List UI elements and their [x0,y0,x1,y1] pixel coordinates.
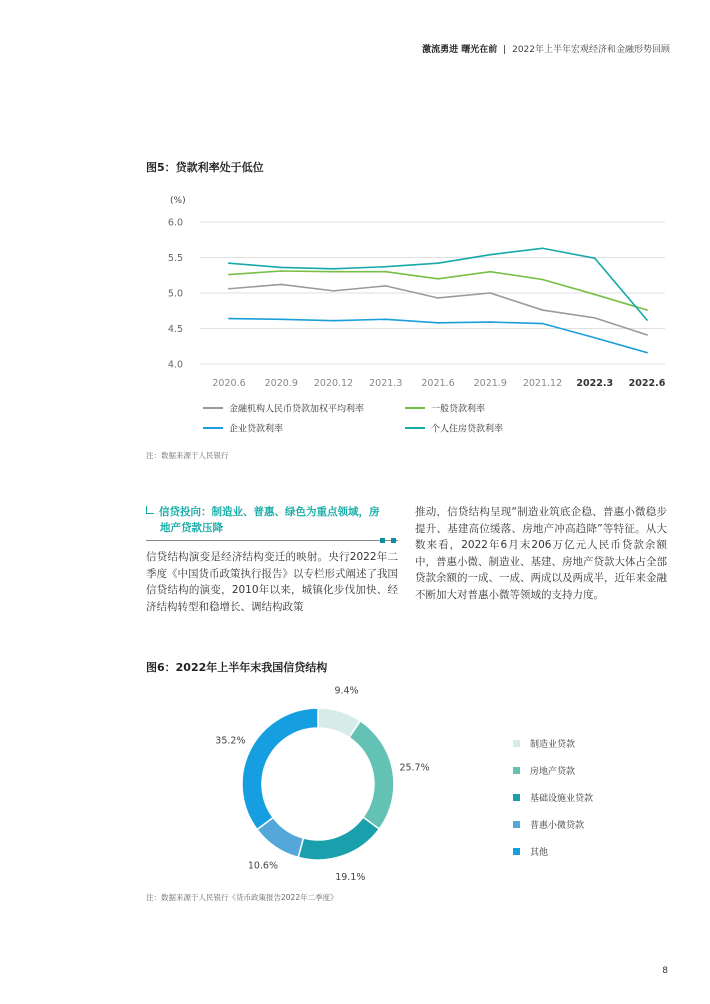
figure6-title: 图6：2022年上半年末我国信贷结构 [146,661,328,674]
legend-swatch [513,794,520,801]
data-point [333,320,335,322]
slice-label: 35.2% [215,735,246,747]
y-tick-label: 4.5 [167,324,183,335]
legend-swatch [513,740,520,747]
legend-label: 房地产贷款 [530,767,576,777]
data-point [385,285,387,287]
legend-label: 金融机构人民币贷款加权平均利率 [229,404,365,415]
legend-label: 个人住房贷款利率 [431,424,504,435]
data-point [280,284,282,286]
y-tick-label: 5.0 [167,288,183,300]
legend-label: 其他 [530,848,549,858]
figure5-note: 注：数据来源于人民银行 [146,451,229,460]
legend-label: 制造业贷款 [530,740,576,750]
x-tick-label: 2020.6 [212,378,246,389]
data-point [542,309,544,311]
data-point [280,267,282,269]
section-title-line1: 信贷投向：制造业、普惠、绿色为重点领域，房 [159,506,380,518]
line-chart [0,0,710,440]
body-paragraph-left: 信贷结构演变是经济结构变迁的映射。央行2022年二季度《中国货币政策执行报告》以专栏形式阐述了我国信贷结构的演变，2010年以来，城镇化步伐加快、经济结构转型和稳增长、调结构政策 [146,551,398,613]
slice-label: 19.1% [335,872,366,880]
y-tick-label: 6.0 [167,217,183,229]
data-point [594,317,596,319]
header-separator: | [503,45,507,55]
series-line [229,271,647,310]
data-point [489,321,491,323]
data-point [228,274,230,276]
data-point [594,337,596,339]
x-tick-label: 2022.6 [628,378,666,389]
legend-label: 一般贷款利率 [431,404,486,415]
data-point [542,323,544,325]
divider-square-icon [391,538,396,543]
legend-label: 企业贷款利率 [229,424,284,435]
legend-swatch [513,767,520,774]
figure6-note: 注：数据来源于人民银行《货币政策报告2022年二季度》 [146,893,338,902]
legend-label: 基础设施业贷款 [530,794,594,804]
data-point [228,262,230,264]
data-point [594,257,596,259]
data-point [437,297,439,299]
legend-label: 普惠小微贷款 [530,821,585,831]
data-point [385,318,387,320]
legend-item [513,784,593,811]
data-point [385,271,387,273]
data-point [489,271,491,273]
y-tick-label: 5.5 [167,253,183,264]
legend-swatch [513,821,520,828]
legend-item [513,730,593,757]
data-point [280,318,282,320]
data-point [594,294,596,296]
data-point [646,334,648,336]
data-point [646,352,648,354]
body-paragraph-right: 推动，信贷结构呈现“制造业筑底企稳、普惠小微稳步提升、基建高位缓落、房地产冲高趋降”等特征。从大数来看，2022年6月末206万亿元人民币贷款余额中，普惠小微、制造业、基建、房地产贷款大体占全部贷款余额的一成、一成、两成以及两成半，近年来金融不断加大对普惠小微等领域的支持力度。 [415,506,667,601]
donut-slice [349,721,394,829]
data-point [333,268,335,270]
x-tick-label: 2022.3 [576,378,614,389]
section-marker-icon [146,506,154,514]
header-bold-title: 激流勇进 曙光在前 [422,45,498,55]
data-point [489,254,491,256]
data-point [646,319,648,321]
data-point [489,292,491,294]
section-title [146,504,406,536]
figure5-title: 图5：贷款利率处于低位 [146,161,264,174]
page-number: 8 [662,966,668,976]
data-point [542,247,544,249]
donut-chart [0,680,710,880]
data-point [437,322,439,324]
x-tick-label: 2021.3 [369,378,403,389]
x-tick-label: 2021.12 [522,378,563,389]
y-axis-unit: (%) [170,196,186,206]
legend-item [513,757,593,784]
y-tick-label: 4.0 [167,359,183,371]
slice-label: 9.4% [334,685,359,697]
slice-label: 10.6% [247,860,279,872]
donut-slice [242,708,318,829]
donut-legend [513,730,593,865]
data-point [333,290,335,292]
section-divider [146,540,398,541]
data-point [228,288,230,290]
slice-label: 25.7% [399,762,430,774]
x-tick-label: 2021.9 [473,378,507,389]
data-point [437,262,439,264]
data-point [333,271,335,273]
donut-slice [298,817,379,860]
x-tick-label: 2020.12 [313,378,354,389]
data-point [646,309,648,311]
legend-item [513,811,593,838]
section-title-line2: 地产贷款压降 [160,522,223,534]
divider-square-icon [380,538,385,543]
data-point [385,266,387,268]
data-point [228,318,230,320]
x-tick-label: 2020.9 [264,378,298,389]
data-point [437,278,439,280]
header-subtitle: 2022年上半年宏观经济和金融形势回顾 [512,45,670,55]
data-point [542,279,544,281]
x-tick-label: 2021.6 [421,378,455,389]
legend-swatch [513,848,520,855]
data-point [280,270,282,272]
legend-item [513,838,593,865]
series-line [229,248,647,320]
